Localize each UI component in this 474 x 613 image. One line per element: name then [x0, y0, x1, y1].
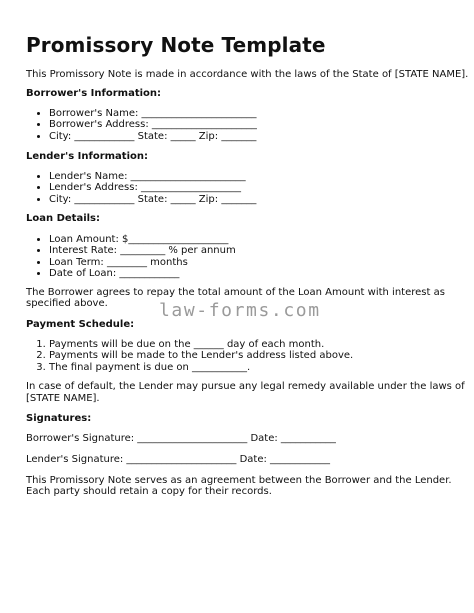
- loan-details-heading: Loan Details:: [26, 213, 101, 224]
- intro-text: This Promissory Note is made in accordance with the laws of the State of [STATE NAME].: [26, 69, 469, 80]
- borrower-city-field: • City: ____________ State: _____ Zip: _______: [49, 131, 257, 142]
- loan-details-list: [34, 234, 236, 280]
- schedule-item: 1. Payments will be due on the ______ day of each month.: [49, 339, 353, 350]
- lender-name-field: • Lender's Name: _______________________: [49, 171, 256, 182]
- watermark: law-forms.com: [159, 300, 321, 321]
- repay-text-line-1: The Borrower agrees to repay the total amount of the Loan Amount with interest as: [26, 287, 445, 298]
- default-text-line-2: [STATE NAME].: [26, 393, 100, 404]
- closing-text-line-1: This Promissory Note serves as an agreement between the Borrower and the Lender.: [26, 475, 452, 486]
- borrower-signature-line: Borrower's Signature: ______________________ Date: ___________: [26, 433, 336, 444]
- lender-list: [34, 171, 256, 205]
- lender-address-field: • Lender's Address: ____________________: [49, 182, 256, 193]
- payment-schedule-list: [34, 339, 353, 373]
- page-title: Promissory Note Template: [26, 33, 326, 57]
- borrower-address-field: • Borrower's Address: _____________________: [49, 119, 257, 130]
- repay-text-line-2: specified above.: [26, 298, 108, 309]
- lender-signature-line: Lender's Signature: ______________________ Date: ____________: [26, 454, 331, 465]
- closing-text-line-2: Each party should retain a copy for their records.: [26, 486, 272, 497]
- payment-schedule-heading: Payment Schedule:: [26, 319, 135, 330]
- lender-city-field: • City: ____________ State: _____ Zip: _______: [49, 194, 256, 205]
- borrower-heading: Borrower's Information:: [26, 88, 162, 99]
- loan-amount-field: • Loan Amount: $____________________: [49, 234, 236, 245]
- borrower-name-field: • Borrower's Name: _______________________: [49, 108, 257, 119]
- schedule-item: 2. Payments will be made to the Lender's address listed above.: [49, 350, 353, 361]
- interest-rate-field: • Interest Rate: _________ % per annum: [49, 245, 236, 256]
- signatures-heading: Signatures:: [26, 413, 92, 424]
- borrower-list: [34, 108, 257, 142]
- lender-heading: Lender's Information:: [26, 151, 148, 162]
- loan-term-field: • Loan Term: ________ months: [49, 257, 236, 268]
- default-text-line-1: In case of default, the Lender may pursue any legal remedy available under the laws of: [26, 381, 465, 392]
- loan-date-field: • Date of Loan: ____________: [49, 268, 236, 279]
- schedule-item: 3. The final payment is due on ___________.: [49, 362, 353, 373]
